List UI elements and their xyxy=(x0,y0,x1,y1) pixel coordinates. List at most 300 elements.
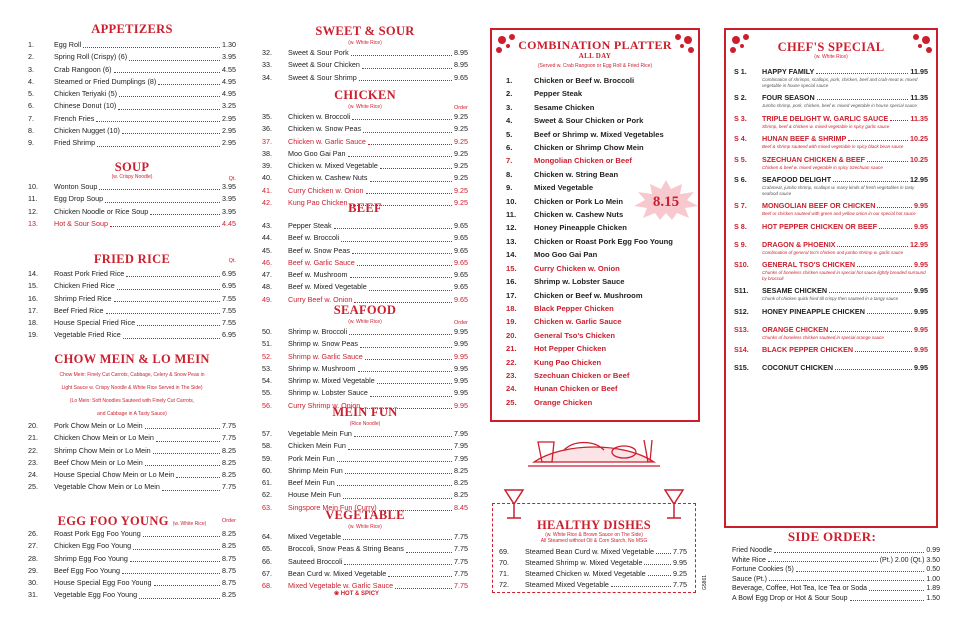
item-description: Chunk of chicken quick fried till crispy then sauteed in a tangy sauce xyxy=(762,296,899,301)
menu-item xyxy=(28,540,236,552)
item-price: 8.95 xyxy=(454,60,468,70)
item-price: 9.95 xyxy=(914,286,928,295)
dot-leader xyxy=(99,181,220,190)
chef-item xyxy=(734,222,928,232)
dot-leader xyxy=(867,307,912,314)
item-name: Beef Fried Rice xyxy=(54,305,104,315)
item-description: Chicken & beef w. mixed vegetable in spicy Szechuan sauce xyxy=(762,164,883,170)
combo-item xyxy=(506,356,688,369)
dot-leader xyxy=(890,114,908,121)
item-price: 11.35 xyxy=(910,93,928,102)
menu-item xyxy=(262,269,468,281)
item-number: S 2. xyxy=(734,93,747,102)
dot-leader xyxy=(122,125,220,134)
chef-item-row xyxy=(734,155,928,165)
dot-leader xyxy=(337,477,452,486)
chef-item-row xyxy=(734,240,928,250)
item-number: S12. xyxy=(734,306,749,316)
item-price: 8.25 xyxy=(454,490,468,500)
menu-item xyxy=(28,268,236,280)
item-number: 53. xyxy=(262,363,272,373)
floral-ornament-icon xyxy=(494,32,528,62)
egg-foo-young-note: Order xyxy=(221,518,236,524)
menu-item xyxy=(262,220,468,232)
item-price: 7.55 xyxy=(222,318,236,328)
item-name: SESAME CHICKEN xyxy=(762,286,828,295)
item-name: Pork Mein Fun xyxy=(288,453,335,463)
item-price: 9.95 xyxy=(454,339,468,349)
dot-leader xyxy=(345,465,452,474)
item-number: 16. xyxy=(506,277,517,287)
item-price: 8.75 xyxy=(222,565,236,575)
item-price: 9.95 xyxy=(673,558,687,567)
item-number: 64. xyxy=(262,532,272,541)
item-price: 9.95 xyxy=(454,351,468,361)
item-number: 28. xyxy=(28,553,38,563)
item-price: 8.25 xyxy=(222,541,236,551)
item-number: 46. xyxy=(262,257,272,267)
soup-note: Qt. xyxy=(228,176,236,182)
chef-item xyxy=(734,286,928,302)
chow-mein-section xyxy=(28,352,236,494)
menu-item xyxy=(262,477,468,489)
combo-item xyxy=(506,235,688,248)
item-number: 4. xyxy=(506,116,513,126)
item-price: 9.25 xyxy=(454,198,468,208)
seafood-section xyxy=(262,303,468,412)
item-description: Combination of general tso's chicken and jumbo shrimp w. garlic sauce xyxy=(762,249,904,255)
item-name: Honey Pineapple Chicken xyxy=(534,223,627,233)
item-name: Hot & Sour Soup xyxy=(54,218,108,228)
dot-leader xyxy=(343,489,452,498)
menu-item xyxy=(28,305,236,317)
dot-leader xyxy=(363,123,452,132)
item-list xyxy=(262,326,468,412)
item-name: Vegetable Chow Mein or Lo Mein xyxy=(54,482,160,492)
side-item xyxy=(732,546,940,556)
chef-item-row xyxy=(734,201,928,211)
dot-leader xyxy=(406,543,452,552)
item-name: Mixed Vegetable xyxy=(288,532,342,541)
item-number: 8. xyxy=(28,126,34,136)
chef-item-row xyxy=(734,93,928,103)
side-item xyxy=(732,565,940,575)
combo-box xyxy=(490,28,700,422)
item-name: Shrimp Egg Foo Young xyxy=(54,553,128,563)
item-number: 33. xyxy=(262,60,272,70)
item-price: 9.95 xyxy=(454,388,468,398)
item-price: 9.25 xyxy=(454,124,468,134)
combo-item xyxy=(506,141,688,154)
item-number: S 4. xyxy=(734,134,747,143)
dot-leader xyxy=(656,546,671,554)
dot-leader xyxy=(126,268,220,277)
dot-leader xyxy=(359,72,452,81)
item-name: House Special Chow Mein or Lo Mein xyxy=(54,470,175,480)
chef-item-row xyxy=(734,175,928,185)
item-price: 6.95 xyxy=(222,330,236,340)
item-name: Roast Pork Egg Foo Young xyxy=(54,529,141,538)
food-platter-illustration-icon xyxy=(524,432,664,476)
item-number: 62. xyxy=(262,490,272,500)
chef-subtitle: (w. White Rice) xyxy=(814,54,848,60)
menu-item xyxy=(262,338,468,350)
floral-ornament-icon xyxy=(728,32,762,62)
item-price: 4.95 xyxy=(222,76,236,86)
item-number: 20. xyxy=(28,421,38,430)
side-order-section xyxy=(724,530,940,604)
item-price: 0.50 xyxy=(926,566,940,574)
item-price: 9.95 xyxy=(914,345,928,354)
item-name: A Bowl Egg Drop or Hot & Sour Soup xyxy=(732,594,848,602)
item-price: 9.95 xyxy=(454,376,468,386)
dot-leader xyxy=(769,575,924,582)
item-name: Pepper Steak xyxy=(288,221,332,230)
dot-leader xyxy=(137,317,220,326)
wine-glass-icon xyxy=(661,488,687,522)
menu-item xyxy=(28,39,236,51)
combo-item xyxy=(506,315,688,328)
item-number: 8. xyxy=(506,169,513,179)
item-name: Shrimp w. Mixed Vegetable xyxy=(288,376,375,386)
chef-item xyxy=(734,260,928,281)
item-price: 9.65 xyxy=(454,257,468,267)
item-price: 9.95 xyxy=(914,201,928,210)
item-number: 68. xyxy=(262,581,272,591)
hot-spicy-legend xyxy=(334,590,379,597)
item-number: 69. xyxy=(499,547,509,556)
hot-spicy-label: HOT & SPICY xyxy=(340,591,380,597)
item-number: 23. xyxy=(506,370,517,380)
item-name: Chicken or Beef w. Mushroom xyxy=(534,290,643,300)
item-name: TRIPLE DELIGHT W. GARLIC SAUCE xyxy=(762,113,889,123)
item-name: Chicken Egg Foo Young xyxy=(54,541,132,551)
item-price: 11.35 xyxy=(910,113,928,123)
item-number: 35. xyxy=(262,112,272,121)
chef-item-row xyxy=(734,286,928,296)
chef-item xyxy=(734,114,928,130)
combo-item xyxy=(506,128,688,141)
item-price: 9.95 xyxy=(454,363,468,373)
menu-item xyxy=(28,193,236,205)
item-number: S10. xyxy=(734,260,749,269)
item-name: Kung Pao Chicken xyxy=(288,198,348,208)
item-price: 1.30 xyxy=(222,40,236,49)
item-price: 4.95 xyxy=(222,89,236,99)
item-name: Chicken w. Garlic Sauce xyxy=(534,317,622,327)
mein-fun-subtitle: (Rice Noodle) xyxy=(349,421,381,427)
menu-item xyxy=(262,136,468,148)
item-name: Fried Noodle xyxy=(732,547,773,554)
healthy-item xyxy=(499,579,687,590)
seafood-note: Order xyxy=(453,320,468,326)
dot-leader xyxy=(850,594,925,601)
healthy-item xyxy=(499,557,687,568)
dot-leader xyxy=(106,305,220,314)
dot-leader xyxy=(349,326,452,335)
item-name: Fried Shrimp xyxy=(54,138,96,148)
item-price: 9.65 xyxy=(454,270,468,280)
item-price: 2.95 xyxy=(222,138,236,148)
menu-code: G5861 xyxy=(702,574,708,590)
item-name: Sweet & Sour Pork xyxy=(288,48,349,57)
item-price: 9.95 xyxy=(454,400,468,410)
item-price: 8.95 xyxy=(454,48,468,57)
side-item xyxy=(732,584,940,594)
combo-item xyxy=(506,396,688,409)
dot-leader xyxy=(352,245,452,254)
item-description: Beef or chicken sauteed with green and yellow onion in our special hot sauce xyxy=(762,211,916,216)
chicken-subtitle: (w. White Rice) xyxy=(348,104,382,110)
item-number: 5. xyxy=(28,89,34,99)
item-name: Moo Goo Gai Pan xyxy=(534,250,598,260)
menu-item xyxy=(262,111,468,123)
item-price: 12.95 xyxy=(910,175,928,184)
dot-leader xyxy=(153,445,220,454)
item-name: Chicken Fried Rice xyxy=(54,281,115,291)
dot-leader xyxy=(123,329,220,338)
item-list xyxy=(262,220,468,306)
dot-leader xyxy=(388,568,452,577)
item-name: Sweet & Sour Shrimp xyxy=(288,72,357,82)
chef-item-row xyxy=(734,222,928,232)
combo-item xyxy=(506,154,688,167)
dot-leader xyxy=(796,565,925,572)
item-price: 7.75 xyxy=(673,547,687,556)
dot-leader xyxy=(360,338,452,347)
item-name: White Rice xyxy=(732,556,766,564)
mein-fun-section xyxy=(262,405,468,514)
item-price: 7.75 xyxy=(222,421,236,430)
item-name: Shrimp Mein Fun xyxy=(288,465,343,475)
item-number: 71. xyxy=(499,569,509,578)
item-number: S 9. xyxy=(734,239,747,249)
healthy-item xyxy=(499,568,687,579)
chef-item xyxy=(734,201,928,217)
item-name: Sesame Chicken xyxy=(534,102,595,112)
item-number: 7. xyxy=(506,156,513,166)
combo-item xyxy=(506,87,688,100)
menu-item xyxy=(28,528,236,540)
item-number: 70. xyxy=(499,558,509,567)
item-number: 9. xyxy=(506,183,513,193)
item-number: 61. xyxy=(262,478,272,488)
item-price: 8.25 xyxy=(222,457,236,467)
menu-item xyxy=(28,293,236,305)
item-price: 9.95 xyxy=(454,327,468,336)
dot-leader xyxy=(366,185,453,194)
item-price: 9.95 xyxy=(914,306,928,316)
dot-leader xyxy=(768,556,878,563)
item-price: 7.75 xyxy=(454,556,468,566)
item-number: 7. xyxy=(28,113,34,123)
healthy-item xyxy=(499,546,687,557)
item-number: 45. xyxy=(262,245,272,255)
item-price: 9.25 xyxy=(454,185,468,195)
item-number: 44. xyxy=(262,233,272,243)
menu-item xyxy=(262,185,468,197)
item-price: 8.45 xyxy=(454,502,468,512)
item-description: Shrimp, beef & chicken w. mixed vegetable in spicy garlic sauce xyxy=(762,123,890,129)
item-name: Curry Beef w. Onion xyxy=(288,294,353,304)
item-name: Shrimp w. Mushroom xyxy=(288,363,356,373)
dot-leader xyxy=(835,363,912,370)
item-name: Beef Chow Mein or Lo Mein xyxy=(54,457,143,467)
healthy-title: HEALTHY DISHES xyxy=(536,518,652,532)
item-number: S 1. xyxy=(734,67,747,76)
item-price: 9.95 xyxy=(914,324,928,334)
item-name: DRAGON & PHOENIX xyxy=(762,239,836,249)
item-price: 9.65 xyxy=(454,282,468,292)
chef-title: CHEF'S SPECIAL xyxy=(777,40,885,54)
dot-leader xyxy=(150,206,220,215)
item-name: Kung Pao Chicken xyxy=(534,357,602,367)
menu-item xyxy=(28,469,236,481)
mein-fun-title: MEIN FUN xyxy=(332,405,398,419)
menu-item xyxy=(28,280,236,292)
dot-leader xyxy=(334,220,452,229)
item-number: 22. xyxy=(506,357,517,367)
item-number: 2. xyxy=(506,89,513,99)
item-name: Vegetable Mein Fun xyxy=(288,429,352,438)
item-name: Black Pepper Chicken xyxy=(534,303,614,313)
item-name: ORANGE CHICKEN xyxy=(762,324,829,334)
price-burst xyxy=(634,180,698,220)
item-name: Beverage, Coffee, Hot Tea, Ice Tea or Soda xyxy=(732,585,868,593)
item-name: Sweet & Sour Chicken or Pork xyxy=(534,116,644,126)
item-number: S 7. xyxy=(734,201,747,210)
item-number: 1. xyxy=(28,40,34,49)
item-description: Beef & shrimp sauteed with mixed vegetable in spicy black bean sauce xyxy=(762,144,904,149)
item-name: Sauce (Pt.) xyxy=(732,575,768,583)
item-name: Orange Chicken xyxy=(534,397,593,407)
dot-leader xyxy=(833,175,908,182)
item-number: 18. xyxy=(506,303,517,313)
combo-price: 8.15 xyxy=(652,194,680,210)
soup-title: SOUP xyxy=(114,160,150,174)
item-name: Chicken w. String Bean xyxy=(534,169,619,179)
item-name: House Special Fried Rice xyxy=(54,318,136,328)
menu-item xyxy=(262,465,468,477)
item-number: 10. xyxy=(506,196,517,206)
dot-leader xyxy=(362,59,452,68)
menu-item xyxy=(262,72,468,84)
dot-leader xyxy=(114,293,220,302)
item-name: Chicken w. Broccoli xyxy=(288,112,351,121)
item-number: S 5. xyxy=(734,154,747,164)
item-number: 19. xyxy=(506,317,517,327)
item-number: 6. xyxy=(28,101,34,111)
menu-item xyxy=(28,565,236,577)
item-price: 1.50 xyxy=(926,594,940,602)
item-number: 30. xyxy=(28,578,38,588)
item-number: 60. xyxy=(262,465,272,475)
item-name: Steamed Shrimp w. Mixed Vegetable xyxy=(525,558,643,567)
item-number: 9. xyxy=(28,138,34,148)
dot-leader xyxy=(352,111,452,120)
dot-leader xyxy=(365,351,452,360)
item-number: 50. xyxy=(262,327,272,336)
item-number: 24. xyxy=(28,470,38,480)
dot-leader xyxy=(110,218,220,227)
item-price: 6.95 xyxy=(222,269,236,278)
item-price: 0.99 xyxy=(926,547,940,554)
item-name: Chicken Noodle or Rice Soup xyxy=(54,206,149,216)
chef-item xyxy=(734,325,928,341)
dot-leader xyxy=(877,201,912,208)
item-list xyxy=(28,420,236,494)
item-number: 21. xyxy=(506,344,517,354)
menu-item xyxy=(28,589,236,601)
item-name: Pork Chow Mein or Lo Mein xyxy=(54,421,143,430)
floral-ornament-icon xyxy=(662,32,696,62)
item-number: 57. xyxy=(262,429,272,438)
item-price: 9.95 xyxy=(914,260,928,269)
dot-leader xyxy=(348,148,452,157)
chef-item-row xyxy=(734,307,928,317)
vegetable-title: VEGETABLE xyxy=(325,508,405,522)
item-number: 48. xyxy=(262,282,272,292)
item-name: Curry Chicken w. Onion xyxy=(288,185,364,195)
menu-item xyxy=(28,125,236,137)
item-price: 7.75 xyxy=(454,568,468,578)
item-name: Sweet & Sour Chicken xyxy=(288,60,360,70)
item-name: Hunan Chicken or Beef xyxy=(534,384,618,394)
menu-item xyxy=(28,100,236,112)
item-name: SZECHUAN CHICKEN & BEEF xyxy=(762,154,866,164)
item-number: S14. xyxy=(734,345,749,354)
dot-leader xyxy=(855,345,912,352)
menu-item xyxy=(262,123,468,135)
item-number: 1. xyxy=(506,76,513,85)
item-price: 12.95 xyxy=(910,239,928,249)
vegetable-section xyxy=(262,508,468,592)
menu-item xyxy=(262,148,468,160)
dot-leader xyxy=(129,51,220,60)
item-number: 5. xyxy=(506,129,513,139)
combo-item xyxy=(506,342,688,355)
dot-leader xyxy=(829,286,912,293)
item-description: Crabmeat, jumbo shrimp, scallops w. many kinds of fresh vegetables in tasty seafood sauce xyxy=(762,185,915,196)
item-name: Beef or Shrimp w. Mixed Vegetables xyxy=(534,129,664,139)
dot-leader xyxy=(357,257,452,266)
menu-item xyxy=(262,160,468,172)
item-name: HOT PEPPER CHICKEN OR BEEF xyxy=(762,221,878,231)
item-price: 4.55 xyxy=(222,64,236,74)
menu-item xyxy=(28,329,236,341)
dot-leader xyxy=(162,481,220,490)
item-name: Shrimp Fried Rice xyxy=(54,293,112,303)
item-name: Fortune Cookies (5) xyxy=(732,566,794,574)
item-name: Chicken w. Garlic Sauce xyxy=(288,136,366,146)
chef-list xyxy=(726,61,936,373)
dot-leader xyxy=(644,557,671,565)
dot-leader xyxy=(377,375,452,384)
dot-leader xyxy=(83,39,220,48)
item-price: 2.95 xyxy=(222,113,236,123)
chicken-note: Order xyxy=(453,105,468,111)
item-price: 10.25 xyxy=(910,154,928,164)
item-price: 8.25 xyxy=(454,465,468,475)
chef-item-row xyxy=(734,134,928,144)
dot-leader xyxy=(341,232,452,241)
dot-leader xyxy=(337,453,452,462)
item-number: 27. xyxy=(28,541,38,551)
item-name: Steamed Chicken w. Mixed Vegetable xyxy=(525,569,646,578)
item-number: 12. xyxy=(506,223,517,233)
menu-item xyxy=(262,556,468,568)
item-price: 9.65 xyxy=(454,233,468,243)
